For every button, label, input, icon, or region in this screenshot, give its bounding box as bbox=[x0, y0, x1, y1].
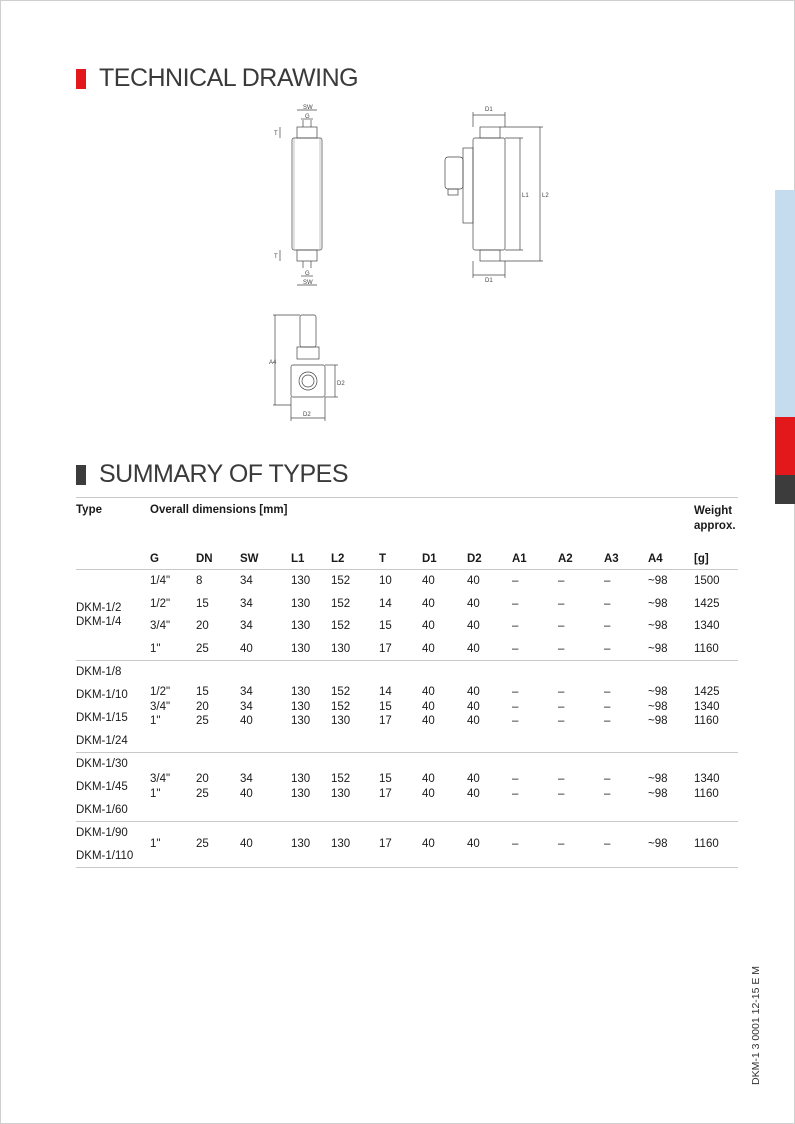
value-text: 3/4" bbox=[150, 700, 171, 713]
col-a1: A1 bbox=[512, 553, 527, 565]
value-text: – bbox=[512, 715, 519, 727]
header-weight-line1: Weight bbox=[694, 505, 733, 517]
type-label: DKM-1/15 bbox=[76, 712, 128, 724]
heading-marker-dark bbox=[76, 465, 86, 485]
value-text: 8 bbox=[196, 575, 203, 587]
value-text: 1160 bbox=[694, 715, 719, 727]
value-cell bbox=[196, 753, 240, 822]
value-text: 1" bbox=[150, 715, 161, 727]
side-tab-red bbox=[775, 417, 795, 475]
value-text: 130 bbox=[331, 838, 351, 850]
value-text: – bbox=[558, 686, 565, 698]
value-text: 152 bbox=[331, 700, 351, 713]
heading-marker-red bbox=[76, 69, 86, 89]
value-cell bbox=[331, 753, 379, 822]
value-text: – bbox=[512, 620, 519, 632]
dim-l1: L1 bbox=[522, 193, 529, 199]
value-text: 1/4" bbox=[150, 575, 171, 587]
value-cell bbox=[291, 753, 331, 822]
value-text: 152 bbox=[331, 773, 351, 785]
value-text: – bbox=[604, 773, 611, 785]
value-text: 40 bbox=[422, 700, 435, 713]
value-text: – bbox=[558, 773, 565, 785]
value-text: 40 bbox=[422, 773, 435, 785]
col-d2: D2 bbox=[467, 553, 482, 565]
value-cell bbox=[150, 570, 196, 661]
value-text: – bbox=[558, 598, 565, 610]
value-text: – bbox=[512, 643, 519, 655]
col-l1: L1 bbox=[291, 553, 305, 565]
side-tab-light bbox=[775, 190, 795, 417]
value-cell bbox=[240, 822, 291, 868]
value-cell bbox=[422, 661, 467, 753]
type-label: DKM-1/2 bbox=[76, 602, 122, 614]
value-cell bbox=[467, 661, 512, 753]
value-text: – bbox=[604, 715, 611, 727]
value-text: 130 bbox=[291, 620, 311, 632]
table-row bbox=[76, 753, 738, 822]
value-text: 1" bbox=[150, 643, 161, 655]
col-t: T bbox=[379, 553, 387, 565]
value-text: 152 bbox=[331, 598, 351, 610]
dim-l2: L2 bbox=[542, 193, 549, 199]
col-weight-g: [g] bbox=[694, 553, 709, 565]
value-cell bbox=[291, 822, 331, 868]
summary-title: SUMMARY OF TYPES bbox=[99, 460, 349, 488]
value-cell bbox=[558, 753, 604, 822]
value-text: 1160 bbox=[694, 838, 719, 850]
value-text: 40 bbox=[467, 575, 480, 587]
type-cell bbox=[76, 822, 150, 868]
header-type: Type bbox=[76, 504, 102, 516]
header-overall-dimensions: Overall dimensions [mm] bbox=[150, 504, 288, 516]
value-cell bbox=[331, 661, 379, 753]
type-label: DKM-1/110 bbox=[76, 850, 134, 862]
value-text: – bbox=[604, 686, 611, 698]
value-cell bbox=[512, 822, 558, 868]
value-text: – bbox=[604, 838, 611, 850]
value-cell bbox=[379, 822, 422, 868]
value-text: 1425 bbox=[694, 686, 720, 698]
value-text: 1" bbox=[150, 787, 161, 800]
front-view bbox=[274, 105, 322, 286]
value-text: 40 bbox=[467, 715, 480, 727]
value-text: 15 bbox=[379, 620, 392, 632]
value-text: – bbox=[558, 715, 565, 727]
dim-sw-bottom: SW bbox=[303, 280, 313, 286]
value-text: 1500 bbox=[694, 575, 720, 587]
value-text: – bbox=[558, 575, 565, 587]
value-text: 40 bbox=[467, 620, 480, 632]
type-label: DKM-1/30 bbox=[76, 758, 128, 770]
value-text: 1340 bbox=[694, 620, 720, 632]
value-text: 3/4" bbox=[150, 620, 171, 632]
value-text: 40 bbox=[467, 598, 480, 610]
value-text: ~98 bbox=[648, 787, 668, 800]
value-text: 40 bbox=[467, 773, 480, 785]
type-label: DKM-1/90 bbox=[76, 827, 128, 839]
value-text: 40 bbox=[240, 787, 253, 800]
value-cell bbox=[648, 822, 694, 868]
summary-table bbox=[76, 497, 738, 868]
value-cell bbox=[150, 753, 196, 822]
value-cell bbox=[694, 753, 738, 822]
value-text: – bbox=[604, 620, 611, 632]
value-cell bbox=[694, 822, 738, 868]
value-text: 1425 bbox=[694, 598, 720, 610]
value-text: 40 bbox=[467, 787, 480, 800]
value-text: 1/2" bbox=[150, 686, 171, 698]
value-text: 17 bbox=[379, 643, 392, 655]
dim-t-top: T bbox=[274, 131, 278, 137]
value-text: 40 bbox=[422, 686, 435, 698]
value-text: 15 bbox=[196, 598, 209, 610]
dim-d1-bottom: D1 bbox=[485, 278, 493, 284]
value-text: 20 bbox=[196, 620, 209, 632]
value-text: 130 bbox=[291, 598, 311, 610]
value-cell bbox=[648, 661, 694, 753]
dim-sw-top: SW bbox=[303, 105, 313, 111]
value-text: 40 bbox=[467, 700, 480, 713]
value-text: 25 bbox=[196, 715, 209, 727]
value-text: 34 bbox=[240, 620, 253, 632]
value-text: 10 bbox=[379, 575, 392, 587]
table-column-row bbox=[76, 542, 738, 570]
value-text: 152 bbox=[331, 575, 351, 587]
value-cell bbox=[379, 661, 422, 753]
value-cell bbox=[196, 570, 240, 661]
value-text: 25 bbox=[196, 838, 209, 850]
type-label: DKM-1/45 bbox=[76, 781, 128, 793]
value-text: 130 bbox=[291, 838, 311, 850]
value-text: – bbox=[512, 838, 519, 850]
col-dn: DN bbox=[196, 553, 213, 565]
value-text: 40 bbox=[240, 715, 253, 727]
value-text: – bbox=[604, 700, 611, 713]
type-label: DKM-1/24 bbox=[76, 735, 128, 747]
value-text: 1160 bbox=[694, 787, 719, 800]
dim-g-bottom: G bbox=[305, 271, 310, 277]
value-cell bbox=[512, 570, 558, 661]
value-text: 40 bbox=[422, 787, 435, 800]
value-cell bbox=[558, 570, 604, 661]
summary-heading bbox=[76, 460, 348, 489]
value-text: 34 bbox=[240, 598, 253, 610]
dim-a4: A4 bbox=[269, 360, 277, 366]
value-text: ~98 bbox=[648, 773, 668, 785]
value-text: – bbox=[604, 575, 611, 587]
value-cell bbox=[422, 570, 467, 661]
value-cell bbox=[196, 822, 240, 868]
value-cell bbox=[648, 570, 694, 661]
value-text: 17 bbox=[379, 838, 392, 850]
value-text: 40 bbox=[467, 643, 480, 655]
value-cell bbox=[512, 661, 558, 753]
value-text: 17 bbox=[379, 787, 392, 800]
value-cell bbox=[196, 661, 240, 753]
table-header-row bbox=[76, 498, 738, 543]
col-g: G bbox=[150, 553, 159, 565]
col-a4: A4 bbox=[648, 553, 663, 565]
value-text: 152 bbox=[331, 686, 351, 698]
value-text: – bbox=[558, 620, 565, 632]
type-label: DKM-1/10 bbox=[76, 689, 128, 701]
value-text: 14 bbox=[379, 686, 392, 698]
value-text: – bbox=[512, 686, 519, 698]
value-cell bbox=[512, 753, 558, 822]
technical-drawing-heading bbox=[76, 64, 358, 93]
value-text: 14 bbox=[379, 598, 392, 610]
value-text: 130 bbox=[331, 787, 351, 800]
value-text: – bbox=[558, 838, 565, 850]
value-text: ~98 bbox=[648, 686, 668, 698]
type-cell bbox=[76, 661, 150, 753]
value-text: ~98 bbox=[648, 838, 668, 850]
col-sw: SW bbox=[240, 553, 259, 565]
value-text: – bbox=[604, 787, 611, 800]
technical-drawing-title: TECHNICAL DRAWING bbox=[99, 64, 359, 92]
value-text: 40 bbox=[422, 715, 435, 727]
value-cell bbox=[240, 661, 291, 753]
type-label: DKM-1/4 bbox=[76, 616, 122, 628]
table-row bbox=[76, 570, 738, 661]
value-text: 40 bbox=[422, 838, 435, 850]
dim-d2-bottom: D2 bbox=[303, 412, 311, 418]
value-text: 130 bbox=[291, 643, 311, 655]
value-text: ~98 bbox=[648, 715, 668, 727]
dim-g-top: G bbox=[305, 114, 310, 120]
value-text: 1" bbox=[150, 838, 161, 850]
value-text: 152 bbox=[331, 620, 351, 632]
value-cell bbox=[467, 570, 512, 661]
value-text: 40 bbox=[422, 643, 435, 655]
value-text: ~98 bbox=[648, 700, 668, 713]
value-text: 3/4" bbox=[150, 773, 171, 785]
value-text: – bbox=[512, 598, 519, 610]
value-cell bbox=[604, 570, 648, 661]
value-cell bbox=[422, 753, 467, 822]
value-text: 15 bbox=[379, 773, 392, 785]
value-text: – bbox=[558, 787, 565, 800]
value-text: ~98 bbox=[648, 620, 668, 632]
value-cell bbox=[694, 570, 738, 661]
dim-d2-side: D2 bbox=[337, 381, 345, 387]
side-view bbox=[445, 107, 549, 284]
value-text: – bbox=[512, 787, 519, 800]
value-cell bbox=[604, 753, 648, 822]
table-body bbox=[76, 570, 738, 869]
value-text: 130 bbox=[291, 773, 311, 785]
side-tab-dark bbox=[775, 475, 795, 504]
value-text: 40 bbox=[467, 838, 480, 850]
value-text: 25 bbox=[196, 643, 209, 655]
value-text: 40 bbox=[422, 620, 435, 632]
value-text: 130 bbox=[291, 686, 311, 698]
dim-t-bottom: T bbox=[274, 254, 278, 260]
value-text: 130 bbox=[291, 787, 311, 800]
value-text: 20 bbox=[196, 773, 209, 785]
col-a2: A2 bbox=[558, 553, 573, 565]
type-cell bbox=[76, 753, 150, 822]
value-cell bbox=[648, 753, 694, 822]
top-view bbox=[269, 315, 345, 421]
value-text: 34 bbox=[240, 575, 253, 587]
header-weight bbox=[694, 498, 738, 543]
value-text: 17 bbox=[379, 715, 392, 727]
value-text: 20 bbox=[196, 700, 209, 713]
value-text: 40 bbox=[240, 643, 253, 655]
table-end-rule bbox=[76, 868, 738, 869]
value-cell bbox=[379, 570, 422, 661]
value-text: 15 bbox=[196, 686, 209, 698]
col-a3: A3 bbox=[604, 553, 619, 565]
type-cell bbox=[76, 570, 150, 661]
value-text: 1/2" bbox=[150, 598, 171, 610]
value-text: 40 bbox=[422, 598, 435, 610]
value-text: – bbox=[512, 773, 519, 785]
value-cell bbox=[291, 661, 331, 753]
value-text: 34 bbox=[240, 773, 253, 785]
document-reference: DKM-1 3 0001 12-15 E M bbox=[750, 965, 762, 1085]
value-text: – bbox=[512, 575, 519, 587]
value-cell bbox=[422, 822, 467, 868]
value-cell bbox=[240, 570, 291, 661]
value-text: 1340 bbox=[694, 700, 720, 713]
value-cell bbox=[467, 822, 512, 868]
value-cell bbox=[604, 661, 648, 753]
type-label: DKM-1/8 bbox=[76, 666, 122, 678]
technical-drawing bbox=[255, 100, 555, 425]
value-cell bbox=[379, 753, 422, 822]
value-cell bbox=[558, 822, 604, 868]
value-text: ~98 bbox=[648, 643, 668, 655]
value-cell bbox=[150, 661, 196, 753]
value-cell bbox=[331, 570, 379, 661]
value-text: – bbox=[558, 643, 565, 655]
value-text: – bbox=[512, 700, 519, 713]
col-l2: L2 bbox=[331, 553, 345, 565]
value-text: – bbox=[604, 598, 611, 610]
value-text: 1340 bbox=[694, 773, 720, 785]
value-cell bbox=[467, 753, 512, 822]
dim-d1-top: D1 bbox=[485, 107, 493, 113]
value-text: 40 bbox=[467, 686, 480, 698]
value-cell bbox=[291, 570, 331, 661]
value-text: ~98 bbox=[648, 598, 668, 610]
value-text: 25 bbox=[196, 787, 209, 800]
value-text: 34 bbox=[240, 700, 253, 713]
value-cell bbox=[604, 822, 648, 868]
value-text: 1160 bbox=[694, 643, 719, 655]
value-text: 130 bbox=[331, 715, 351, 727]
table-row bbox=[76, 661, 738, 753]
col-d1: D1 bbox=[422, 553, 437, 565]
value-text: 15 bbox=[379, 700, 392, 713]
value-cell bbox=[240, 753, 291, 822]
value-text: 40 bbox=[240, 838, 253, 850]
table-row bbox=[76, 822, 738, 868]
value-text: 130 bbox=[291, 715, 311, 727]
value-text: 40 bbox=[422, 575, 435, 587]
header-weight-line2: approx. bbox=[694, 519, 736, 532]
value-cell bbox=[150, 822, 196, 868]
value-text: 130 bbox=[331, 643, 351, 655]
value-text: ~98 bbox=[648, 575, 668, 587]
value-text: – bbox=[558, 700, 565, 713]
value-text: 130 bbox=[291, 575, 311, 587]
value-cell bbox=[558, 661, 604, 753]
value-cell bbox=[331, 822, 379, 868]
value-cell bbox=[694, 661, 738, 753]
value-text: 34 bbox=[240, 686, 253, 698]
value-text: 130 bbox=[291, 700, 311, 713]
type-label: DKM-1/60 bbox=[76, 804, 128, 816]
value-text: – bbox=[604, 643, 611, 655]
